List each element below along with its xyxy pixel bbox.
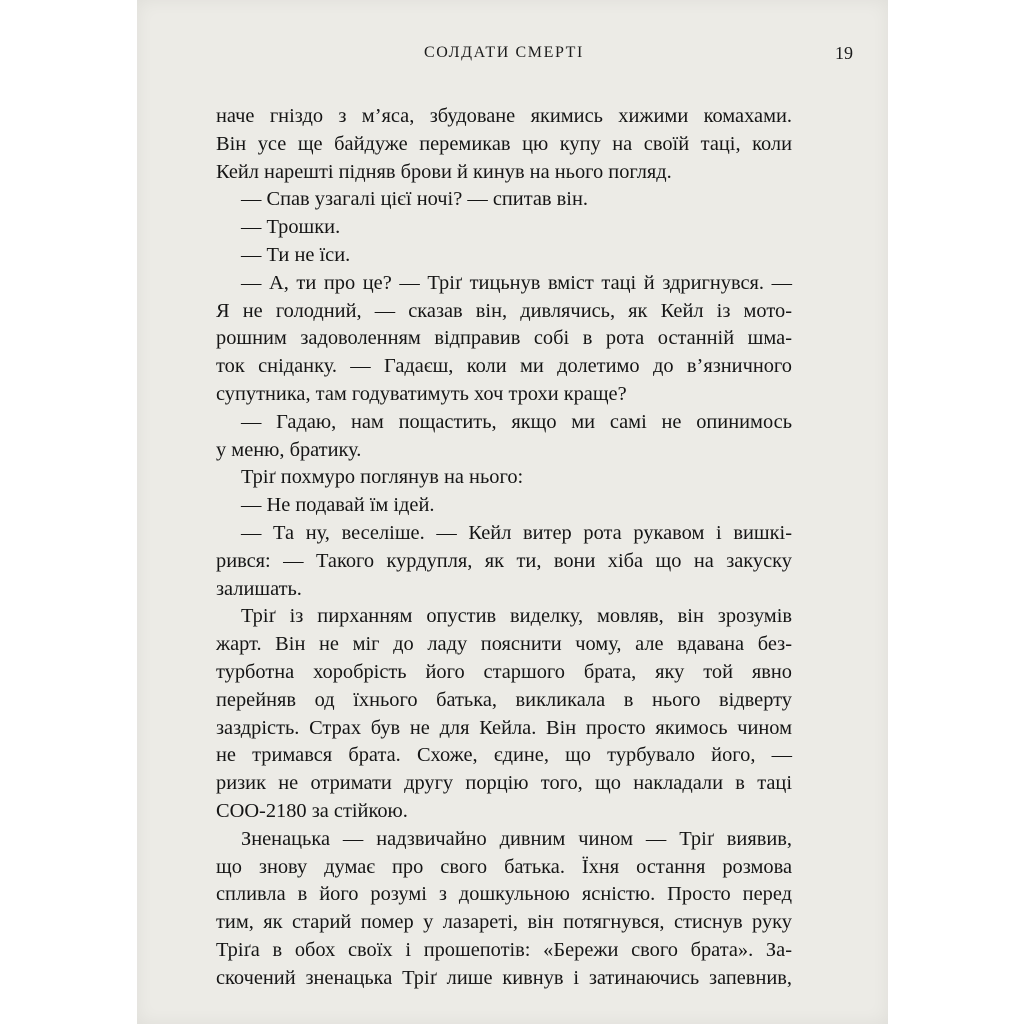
text-line: турботна хоробрість його старшого брата, яку той явно	[216, 660, 792, 683]
text-line: скочений зненацька Тріґ лише кивнув і затинаючись запевнив,	[216, 966, 792, 989]
text-line: — Гадаю, нам пощастить, якщо ми самі не опинимось	[241, 410, 792, 433]
book-page	[137, 0, 888, 1024]
text-line: у меню, братику.	[216, 438, 362, 461]
text-line: супутника, там годуватимуть хоч трохи краще?	[216, 382, 627, 405]
text-line: залишать.	[216, 577, 302, 600]
text-line: — Та ну, веселіше. — Кейл витер рота рукавом і вишкі-	[241, 521, 792, 544]
text-line: Тріґ похмуро поглянув на нього:	[241, 466, 524, 489]
text-line: — Ти не їси.	[241, 243, 351, 266]
text-line: СОО-2180 за стійкою.	[216, 799, 408, 822]
running-header	[137, 44, 888, 68]
text-line: перейняв од їхнього батька, викликала в нього відверту	[216, 688, 792, 711]
text-line: рився: — Такого курдупля, як ти, вони хіба що на закуску	[216, 549, 792, 572]
body-text	[216, 103, 792, 993]
text-line: Тріґа в обох своїх і прошепотів: «Бережи свого брата». За-	[216, 938, 792, 961]
text-line: — Трошки.	[241, 216, 341, 239]
text-line: рошним задоволенням відправив собі в рота останній шма-	[216, 327, 792, 350]
text-line: Я не голодний, — сказав він, дивлячись, як Кейл із мото-	[216, 299, 792, 322]
text-line: Тріґ із пирханням опустив виделку, мовляв, він зрозумів	[241, 605, 792, 628]
text-line: не тримався брата. Схоже, єдине, що турбувало його, —	[216, 744, 792, 767]
text-line: — А, ти про це? — Тріґ тицьнув вміст таці й здригнувся. —	[241, 271, 792, 294]
text-line: жарт. Він не міг до ладу пояснити чому, але вдавана без-	[216, 633, 792, 656]
text-line: Кейл нарешті підняв брови й кинув на нього погляд.	[216, 160, 672, 183]
page-number: 19	[835, 43, 853, 63]
text-line: Зненацька — надзвичайно дивним чином — Тріґ виявив,	[241, 827, 792, 850]
text-line: заздрість. Страх був не для Кейла. Він просто якимось чином	[216, 716, 792, 739]
text-line: — Спав узагалі цієї ночі? — спитав він.	[241, 188, 588, 211]
text-line: наче гніздо з м’яса, збудоване якимись хижими комахами.	[216, 105, 792, 127]
text-line: що знову думає про свого батька. Їхня остання розмова	[216, 855, 792, 878]
text-line: ток сніданку. — Гадаєш, коли ми долетимо до в’язничного	[216, 355, 792, 378]
text-line: ризик не отримати другу порцію того, що накладали в таці	[216, 772, 792, 795]
running-title: СОЛДАТИ СМЕРТІ	[424, 44, 584, 61]
text-line: спливла в його розумі з дошкульною ясністю. Просто перед	[216, 883, 792, 906]
text-line: тим, як старий помер у лазареті, він потягнувся, стиснув руку	[216, 911, 792, 934]
text-line: Він усе ще байдуже перемикав цю купу на своїй таці, коли	[216, 132, 792, 155]
text-line: — Не подавай їм ідей.	[241, 494, 435, 517]
